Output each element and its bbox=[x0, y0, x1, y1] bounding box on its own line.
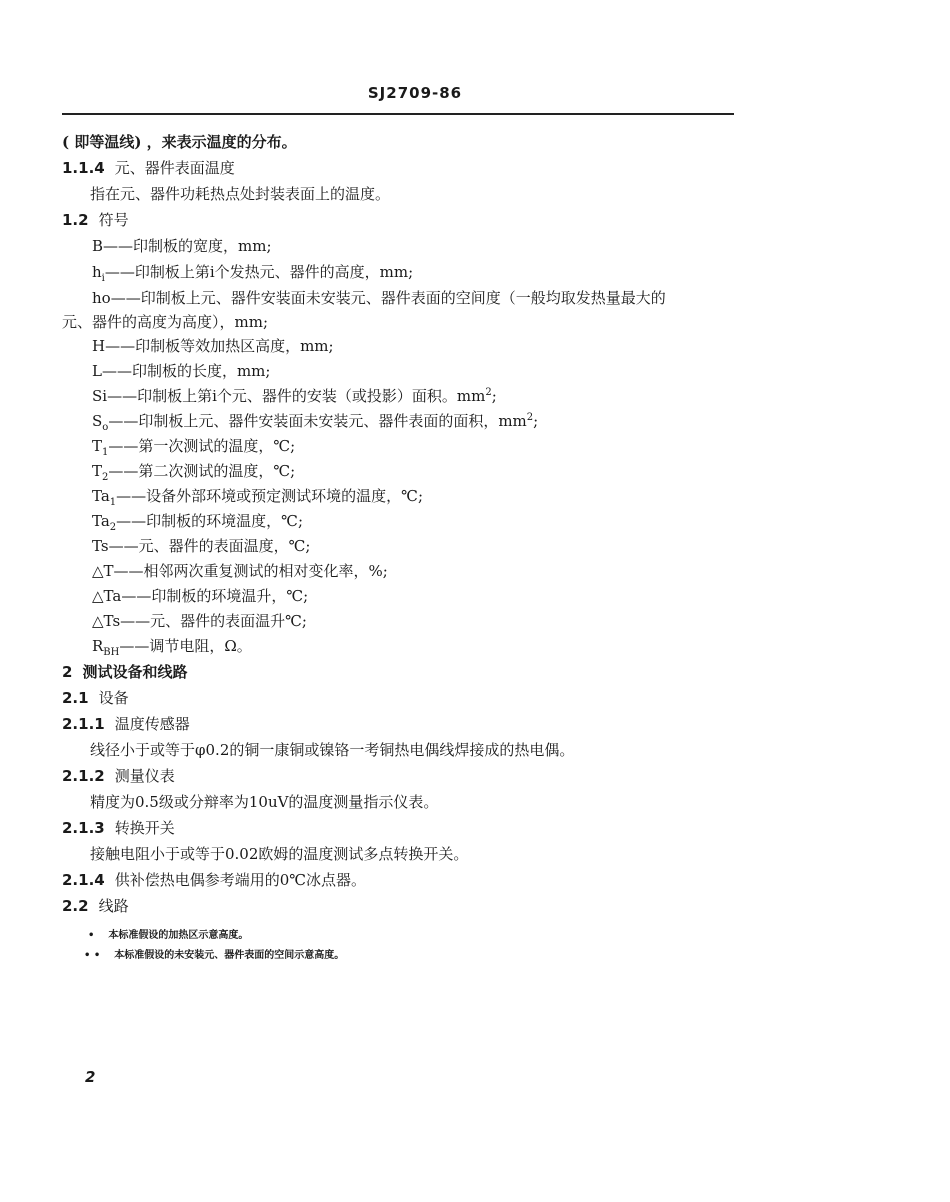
symbol-letter: Ta bbox=[92, 512, 110, 530]
symbol-superscript: 2 bbox=[526, 412, 534, 423]
section-number: 1.1.4 bbox=[62, 159, 105, 177]
footnote-mark: • bbox=[88, 930, 95, 941]
section-2-1 bbox=[62, 688, 129, 708]
symbol-Ta1 bbox=[92, 486, 423, 506]
section-title: 测量仪表 bbox=[114, 767, 175, 785]
symbol-subscript: 2 bbox=[109, 522, 117, 533]
symbol-definition: ——印制板的环境温度，℃; bbox=[116, 512, 304, 530]
continuation-text: ( 即等温线) ，来表示温度的分布。 bbox=[62, 133, 297, 151]
symbol-So bbox=[92, 411, 538, 431]
section-2-1-2 bbox=[62, 766, 175, 786]
symbol-definition: ——设备外部环境或预定测试环境的温度，℃; bbox=[116, 487, 424, 505]
symbol-delta-T: △T——相邻两次重复测试的相对变化率，%; bbox=[92, 562, 388, 580]
symbol-letter: R bbox=[92, 637, 104, 655]
symbol-B: B——印制板的宽度，mm; bbox=[92, 237, 272, 255]
footnote bbox=[88, 926, 248, 941]
section-title: 测试设备和线路 bbox=[82, 663, 188, 681]
section-title: 供补偿热电偶参考端用的0℃冰点器。 bbox=[114, 871, 367, 889]
section-number: 2.1.2 bbox=[62, 767, 105, 785]
symbol-definition: ——调节电阻，Ω。 bbox=[119, 637, 252, 655]
symbol-subscript: i bbox=[101, 273, 105, 284]
footnote-mark: • • bbox=[84, 950, 101, 961]
section-2-2 bbox=[62, 896, 129, 916]
section-2-1-1 bbox=[62, 714, 190, 734]
symbol-letter: S bbox=[92, 412, 103, 430]
page-number: 2 bbox=[85, 1068, 96, 1086]
symbol-L: L——印制板的长度，mm; bbox=[92, 362, 271, 380]
section-title: 转换开关 bbox=[114, 819, 175, 837]
section-number: 2.2 bbox=[62, 897, 89, 915]
section-2-1-2-text: 精度为0.5级或分辩率为10uV的温度测量指示仪表。 bbox=[90, 793, 439, 811]
symbol-hi bbox=[92, 262, 413, 282]
header-rule bbox=[62, 113, 734, 115]
symbol-delta-Ts: △Ts——元、器件的表面温升℃; bbox=[92, 612, 307, 630]
symbol-Ta2 bbox=[92, 511, 303, 531]
symbol-letter: T bbox=[92, 462, 103, 480]
symbol-definition: ——第一次测试的温度，℃; bbox=[108, 437, 296, 455]
symbol-ho-line2: 元、器件的高度为高度），mm; bbox=[62, 313, 269, 331]
symbol-subscript: BH bbox=[103, 647, 120, 658]
symbol-subscript: 2 bbox=[102, 472, 109, 483]
section-title: 温度传感器 bbox=[114, 715, 190, 733]
symbol-ho-line1: ho——印制板上元、器件安装面未安装元、器件表面的空间度（一般均取发热量最大的 bbox=[92, 289, 666, 307]
footnote-text: 本标准假设的未安装元、器件表面的空间示意高度。 bbox=[114, 950, 345, 961]
symbol-definition: ——印制板上元、器件安装面未安装元、器件表面的面积，mm bbox=[108, 412, 527, 430]
symbol-superscript: 2 bbox=[485, 387, 492, 398]
symbol-subscript: o bbox=[102, 422, 109, 433]
section-number: 1.2 bbox=[62, 211, 89, 229]
section-2-1-1-text: 线径小于或等于φ0.2的铜一康铜或镍铬一考铜热电偶线焊接成的热电偶。 bbox=[90, 741, 575, 759]
symbol-T1 bbox=[92, 436, 295, 456]
symbol-letter: h bbox=[92, 263, 102, 281]
symbol-letter: Ta bbox=[92, 487, 110, 505]
section-title: 设备 bbox=[98, 689, 129, 707]
symbol-H: H——印制板等效加热区高度，mm; bbox=[92, 337, 334, 355]
section-1-1-4-text: 指在元、器件功耗热点处封装表面上的温度。 bbox=[90, 185, 391, 203]
section-number: 2.1.3 bbox=[62, 819, 105, 837]
section-number: 2 bbox=[62, 663, 73, 681]
symbol-Si bbox=[92, 386, 497, 406]
symbol-Ts: Ts——元、器件的表面温度，℃; bbox=[92, 537, 311, 555]
symbol-subscript: 1 bbox=[102, 447, 109, 458]
section-2-1-3 bbox=[62, 818, 175, 838]
symbol-definition: ——第二次测试的温度，℃; bbox=[108, 462, 296, 480]
symbol-definition: ——印制板上第i个发热元、器件的高度，mm; bbox=[104, 263, 414, 281]
section-title: 线路 bbox=[98, 897, 129, 915]
section-1-2 bbox=[62, 210, 129, 230]
section-2-1-4 bbox=[62, 870, 366, 890]
standard-code-header: SJ2709-86 bbox=[367, 84, 463, 102]
symbol-punctuation: ; bbox=[533, 412, 539, 430]
section-number: 2.1.1 bbox=[62, 715, 105, 733]
symbol-T2 bbox=[92, 461, 295, 481]
footnote bbox=[84, 946, 344, 961]
footnote-text: 本标准假设的加热区示意高度。 bbox=[108, 930, 249, 941]
section-number: 2.1.4 bbox=[62, 871, 105, 889]
section-2 bbox=[62, 662, 187, 682]
symbol-punctuation: ; bbox=[491, 387, 497, 405]
symbol-letter: T bbox=[92, 437, 103, 455]
symbol-definition: Si——印制板上第i个元、器件的安装（或投影）面积。mm bbox=[92, 387, 486, 405]
section-title: 符号 bbox=[98, 211, 129, 229]
symbol-subscript: 1 bbox=[109, 497, 117, 508]
section-2-1-3-text: 接触电阻小于或等于0.02欧姆的温度测试多点转换开关。 bbox=[90, 845, 469, 863]
section-1-1-4 bbox=[62, 158, 235, 178]
section-number: 2.1 bbox=[62, 689, 89, 707]
symbol-RBH bbox=[92, 636, 252, 656]
symbol-delta-Ta: △Ta——印制板的环境温升，℃; bbox=[92, 587, 309, 605]
section-title: 元、器件表面温度 bbox=[114, 159, 235, 177]
